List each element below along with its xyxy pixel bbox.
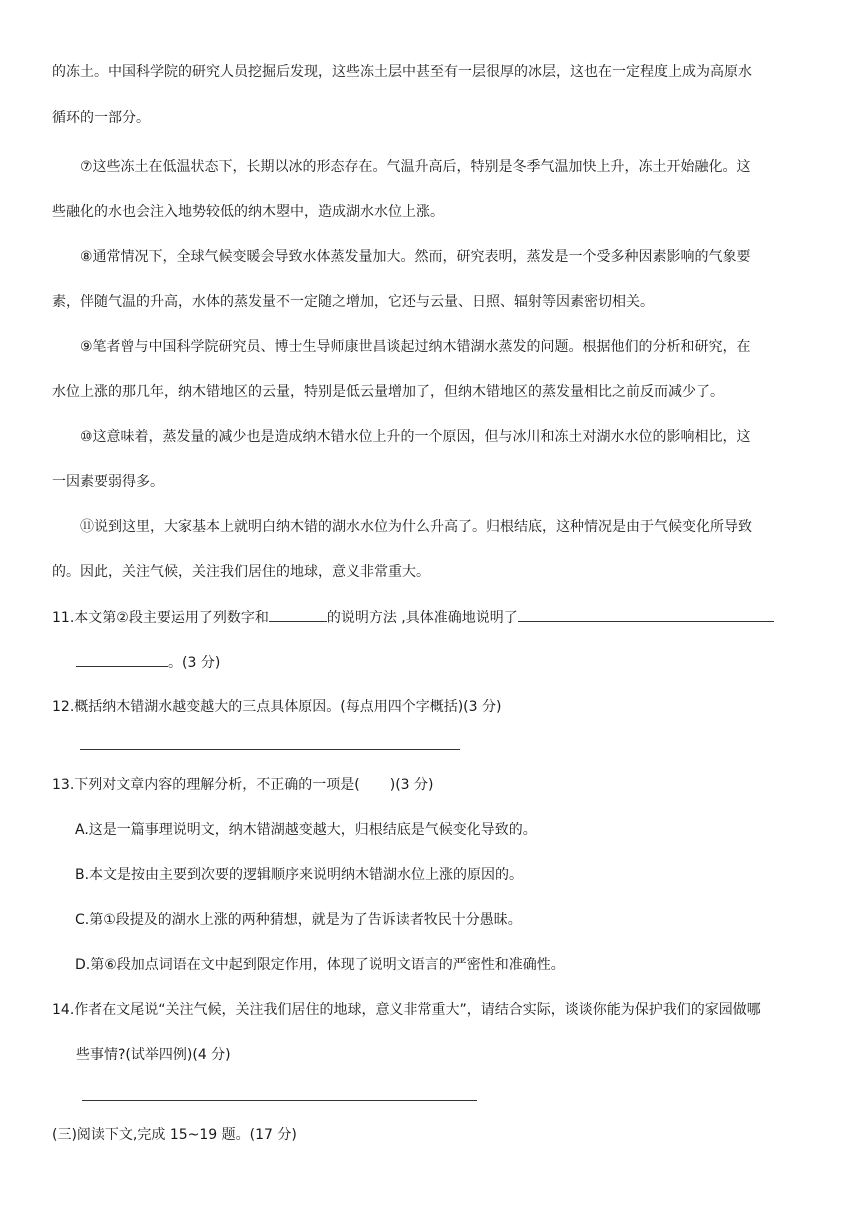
passage-p8-line1: ⑧通常情况下，全球气候变暖会导致水体蒸发量加大。然而，研究表明，蒸发是一个受多种因素影响的气象要 <box>80 249 751 265</box>
passage-p11-line2: 的。因此，关注气候，关注我们居住的地球，意义非常重大。 <box>52 564 430 580</box>
q13-option-a: A.这是一篇事理说明文，纳木错湖越变越大，归根结底是气候变化导致的。 <box>75 822 537 838</box>
passage-p8-line2: 素，伴随气温的升高，水体的蒸发量不一定随之增加，它还与云量、日照、辐射等因素密切相关。 <box>52 294 654 310</box>
q14-answer-line[interactable] <box>82 1100 477 1101</box>
passage-p6-tail-line1: 的冻土。中国科学院的研究人员挖掘后发现，这些冻土层中甚至有一层很厚的冰层，这也在一定程度上成为高原水 <box>52 64 752 80</box>
passage-p6-tail-line2: 循环的一部分。 <box>52 110 150 126</box>
passage-p7-line2: 些融化的水也会注入地势较低的纳木曌中，造成湖水水位上涨。 <box>52 204 444 220</box>
q13-option-d: D.第⑥段加点词语在文中起到限定作用，体现了说明文语言的严密性和准确性。 <box>75 957 565 973</box>
question-14-line1: 14.作者在文尾说“关注气候，关注我们居住的地球，意义非常重大”，请结合实际，谈谈你能为保护我们的家园做哪 <box>52 1002 761 1018</box>
question-11 <box>52 607 774 627</box>
q11-blank-method[interactable] <box>269 607 327 622</box>
passage-p11-line1: ⑪说到这里，大家基本上就明白纳木错的湖水水位为什么升高了。归根结底，这种情况是由于气候变化所导致 <box>80 519 752 535</box>
q13-option-c: C.第①段提及的湖水上涨的两种猜想，就是为了告诉读者牧民十分愚昧。 <box>75 912 522 928</box>
passage-p7-line1: ⑦这些冻土在低温状态下，长期以冰的形态存在。气温升高后，特别是冬季气温加快上升，冻土开始融化。这 <box>80 159 751 175</box>
question-11-part2: 的说明方法 ,具体准确地说明了 <box>326 610 518 626</box>
q11-blank-content-cont[interactable] <box>76 652 168 667</box>
q12-answer-line[interactable] <box>80 749 460 750</box>
q13-option-b: B.本文是按由主要到次要的逻辑顺序来说明纳木错湖水位上涨的原因的。 <box>75 867 524 883</box>
question-13-part1: 13.下列对文章内容的理解分析，不正确的一项是( <box>52 777 360 793</box>
q11-blank-content[interactable] <box>518 607 774 622</box>
question-11-cont <box>76 652 220 672</box>
question-11-part1: 11.本文第②段主要运用了列数字和 <box>52 610 269 626</box>
passage-p9-line1: ⑨笔者曾与中国科学院研究员、博士生导师康世昌谈起过纳木错湖水蒸发的问题。根据他们的分析和研究，在 <box>80 339 751 355</box>
section-3-heading: (三)阅读下文,完成 15~19 题。(17 分) <box>52 1127 297 1143</box>
question-13-part2: )(3 分) <box>389 777 434 793</box>
passage-p10-line1: ⑩这意味着，蒸发量的减少也是造成纳木错水位上升的一个原因，但与冰川和冻土对湖水水位的影响相比，这 <box>80 429 751 445</box>
question-14-line2: 些事情?(试举四例)(4 分) <box>76 1047 231 1063</box>
passage-p9-line2: 水位上涨的那几年，纳木错地区的云量，特别是低云量增加了，但纳木错地区的蒸发量相比之前反而减少了。 <box>52 384 724 400</box>
passage-p10-line2: 一因素要弱得多。 <box>52 474 164 490</box>
question-13 <box>52 775 433 795</box>
question-11-part3: 。(3 分) <box>168 655 221 671</box>
question-12: 12.概括纳木错湖水越变越大的三点具体原因。(每点用四个字概括)(3 分) <box>52 699 502 715</box>
